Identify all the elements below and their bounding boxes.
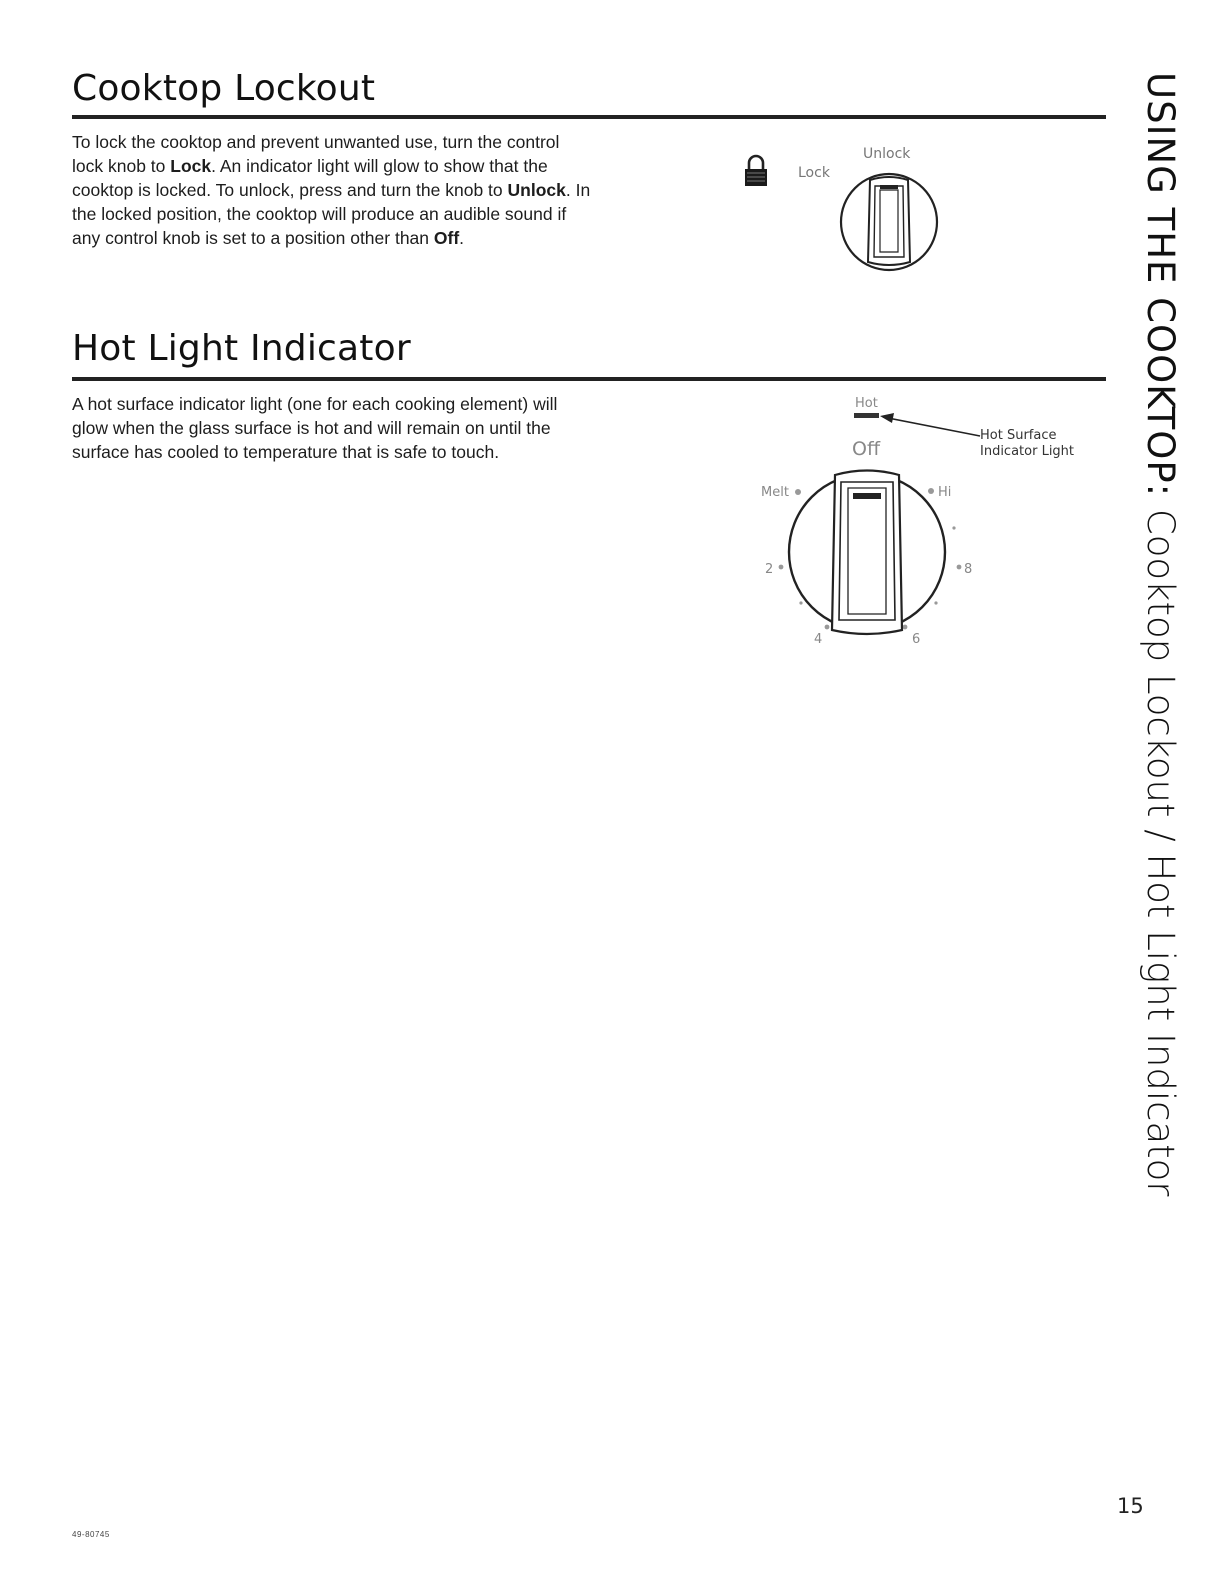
padlock-icon <box>745 156 767 186</box>
section-side-tab <box>1139 72 1182 1197</box>
unlock-label: Unlock <box>863 146 911 162</box>
callout-label-line2: Indicator Light <box>980 444 1075 459</box>
dial-tick <box>952 526 955 529</box>
surface-control-knob <box>789 471 945 635</box>
dial-tick <box>903 625 908 630</box>
melt-dot <box>795 489 801 495</box>
hot-light-knob-diagram <box>740 390 1100 660</box>
cooktop-lockout-heading: Cooktop Lockout <box>72 68 376 109</box>
document-number: 49-80745 <box>72 1530 110 1539</box>
lock-knob-diagram <box>720 130 980 280</box>
dial-tick <box>825 625 830 630</box>
setting-6-label: 6 <box>912 632 921 647</box>
hot-indicator-light <box>854 413 879 418</box>
callout-label-line1: Hot Surface <box>980 428 1057 443</box>
hot-label: Hot <box>855 396 878 411</box>
dial-tick <box>779 565 784 570</box>
side-tab-section: USING THE COOKTOP: <box>1139 72 1182 498</box>
off-label: Off <box>852 438 881 460</box>
dial-tick <box>799 601 802 604</box>
cooktop-lockout-body: To lock the cooktop and prevent unwanted use, turn the control lock knob to Lock. An indicator light will glow to show that the cooktop is locked. To unlock, press and turn the knob to Unlock. In the locked position, the cooktop will produce an audible sound if any control knob is set to a position other than Off. <box>72 132 591 248</box>
lock-control-knob <box>841 174 937 270</box>
hi-label: Hi <box>938 485 952 500</box>
page-number: 15 <box>1117 1494 1144 1518</box>
hot-light-heading: Hot Light Indicator <box>72 328 411 369</box>
dial-tick <box>957 565 962 570</box>
side-tab-topic: Cooktop Lockout / Hot Light Indicator <box>1139 508 1182 1197</box>
dial-tick <box>934 601 937 604</box>
setting-4-label: 4 <box>814 632 823 647</box>
cooktop-lockout-rule <box>72 115 1106 119</box>
melt-label: Melt <box>761 485 789 500</box>
hot-light-rule <box>72 377 1106 381</box>
setting-2-label: 2 <box>765 562 774 577</box>
setting-8-label: 8 <box>964 562 973 577</box>
callout-arrow <box>880 413 980 436</box>
lock-label: Lock <box>798 165 830 181</box>
hi-dot <box>928 488 934 494</box>
hot-light-body: A hot surface indicator light (one for each cooking element) will glow when the glass surface is hot and will remain on until the surface has cooled to temperature that is safe to touch. <box>72 394 558 462</box>
